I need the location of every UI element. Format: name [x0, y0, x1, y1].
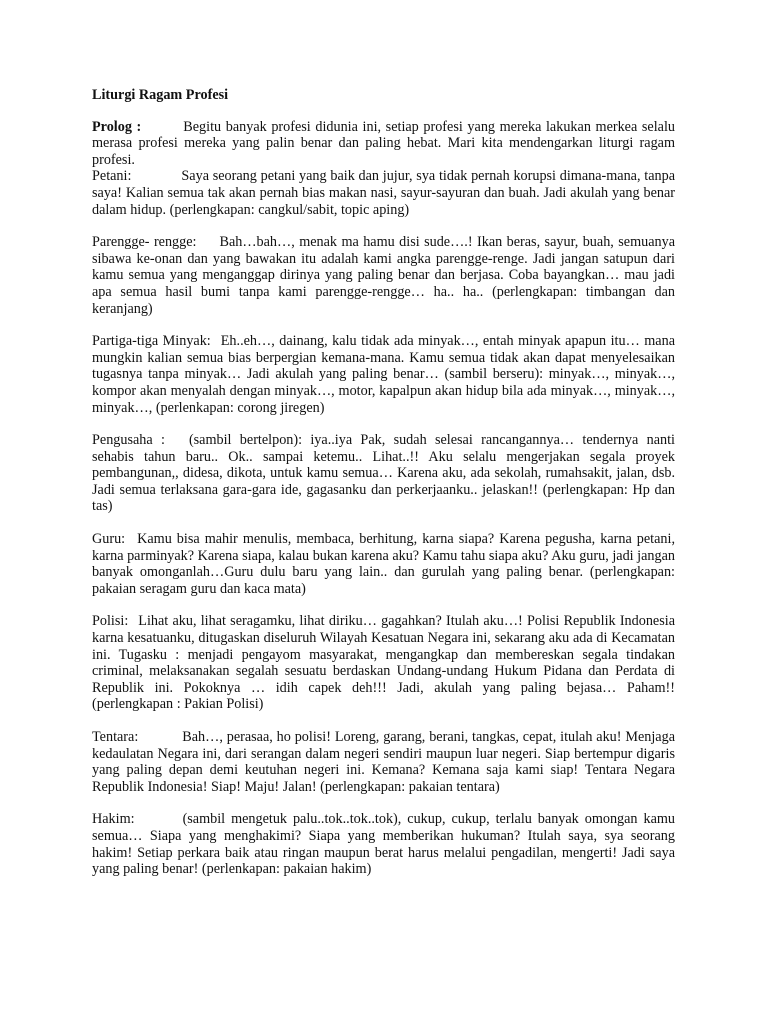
section-text: Lihat aku, lihat seragamku, lihat diriku… gagahkan? Itulah aku…! Polisi Republik Indonesia karna kesatuanku, ditugaskan diseluruh Wilayah Kesatuan Negara ini, sekarang aku ada di Kecamatan ini. Tugasku : menjadi pengayom masyarakat, mengangkap dan membereskan segala tindakan criminal, melaksanakan segalah sesuatu berdaskan Undang-undang Hukum Pidana dan Perdata di Republik ini. Pokoknya … idih capek deh!!! Jadi, akulah yang paling bejasa… Paham!! (perlengkapan : Pakian Polisi)	[92, 613, 675, 713]
section-text: Saya seorang petani yang baik dan jujur, sya tidak pernah korupsi dimana-mana, tanpa saya! Kalian semua tak akan pernah bias makan nasi, sayur-sayuran dan buah. Jadi akulah yang benar dalam hidup. (perlengkapan: cangkul/sabit, topic aping)	[92, 168, 675, 218]
speaker-label: Tentara:	[92, 729, 139, 745]
section-text: (sambil mengetuk palu..tok..tok..tok), cukup, cukup, terlalu banyak omongan kamu semua… Siapa yang menghakimi? Siapa yang memberikan hukuman? Itulah saya, sya seorang hakim! Setiap perkara baik atau ringan maupun berat harus melalui pengadilan, mengerti! Jadi saya yang paling benar! (perlenkapan: pakaian hakim)	[92, 811, 675, 878]
section-tentara	[92, 729, 675, 795]
speaker-label: Hakim:	[92, 811, 135, 828]
section-pengusaha	[92, 432, 675, 515]
document-page	[92, 87, 675, 894]
document-title: Liturgi Ragam Profesi	[92, 87, 229, 103]
section-guru	[92, 531, 675, 597]
section-text: Eh..eh…, dainang, kalu tidak ada minyak…, entah minyak apapun itu… mana mungkin kalian semua bias berpergian kemana-mana. Kamu semua tidak akan dapat menyelesaikan tugasnya tanpa minyak… Jadi akulah yang paling benar… (sambil berseru): minyak…, minyak…, kompor akan menyalah dengan minyak…, motor, kapalpun akan hidup bila ada minyak…, minyak…, minyak…, (perlenkapan: corong jiregen)	[92, 333, 675, 416]
speaker-label: Guru:	[92, 531, 126, 548]
speaker-label: Petani:	[92, 168, 132, 185]
section-parengge	[92, 234, 675, 317]
section-text: (sambil bertelpon): iya..iya Pak, sudah selesai rancangannya… tendernya nanti sehabis tahun baru.. Ok.. sampai ketemu.. Lihat..!! Aku selalu mengerjakan segala proyek pembangunan,, didesa, dikota, untuk kamu semua… Karena aku, ada sekolah, rumahsakit, jalan, dsb. Jadi semua terlaksana gara-gara ide, gagasanku dan perkerjaanku.. jelaskan!! (perlengkapan: Hp dan tas)	[92, 432, 675, 515]
section-hakim	[92, 811, 675, 877]
section-text: Begitu banyak profesi didunia ini, setiap profesi yang mereka lakukan merkea selalu merasa profesi mereka yang palin benar dan paling hebat. Mari kita mendengarkan liturgi ragam profesi.	[92, 118, 675, 168]
section-petani	[92, 168, 675, 218]
section-text: Kamu bisa mahir menulis, membaca, berhitung, karna siapa? Karena pegusha, karna petani, karna parminyak? Karena siapa, kalau bukan karena aku? Kamu tahu siapa aku? Aku guru, jadi jangan banyak omonganlah…Guru dulu baru yang lain.. dan gurulah yang paling benar. (perlengkapan: pakaian seragam guru dan kaca mata)	[92, 531, 675, 597]
speaker-label: Parengge- rengge:	[92, 234, 197, 251]
speaker-label: Prolog :	[92, 118, 142, 135]
speaker-label: Partiga-tiga Minyak:	[92, 333, 211, 350]
speaker-label: Pengusaha :	[92, 432, 165, 449]
speaker-label: Polisi:	[92, 613, 129, 630]
section-text: Bah…bah…, menak ma hamu disi sude….! Ikan beras, sayur, buah, semuanya sibawa ke-onan dan yang bawakan itu adalah kami angka parengge-renge. Jadi jangan satupun dari kamu semua yang menganggap dirinya yang paling benar dan berjasa. Coba bayangkan… mau jadi apa semua hasil bumi tanpa kami parengge-rengge… ha.. ha.. (perlengkapan: timbangan dan keranjang)	[92, 234, 675, 317]
section-text: Bah…, perasaa, ho polisi! Loreng, garang, berani, tangkas, cepat, itulah aku! Menjaga kedaulatan Negara ini, dari serangan dalam negeri sendiri maupun luar negeri. Siap bertempur digaris yang paling depan demi keutuhan negeri ini. Kemana? Kemana saja kami siap! Tentara Negara Republik Indonesia! Siap! Maju! Jalan! (perlengkapan: pakaian tentara)	[92, 729, 675, 795]
section-partiga	[92, 333, 675, 416]
section-polisi	[92, 613, 675, 713]
section-prolog	[92, 119, 675, 169]
